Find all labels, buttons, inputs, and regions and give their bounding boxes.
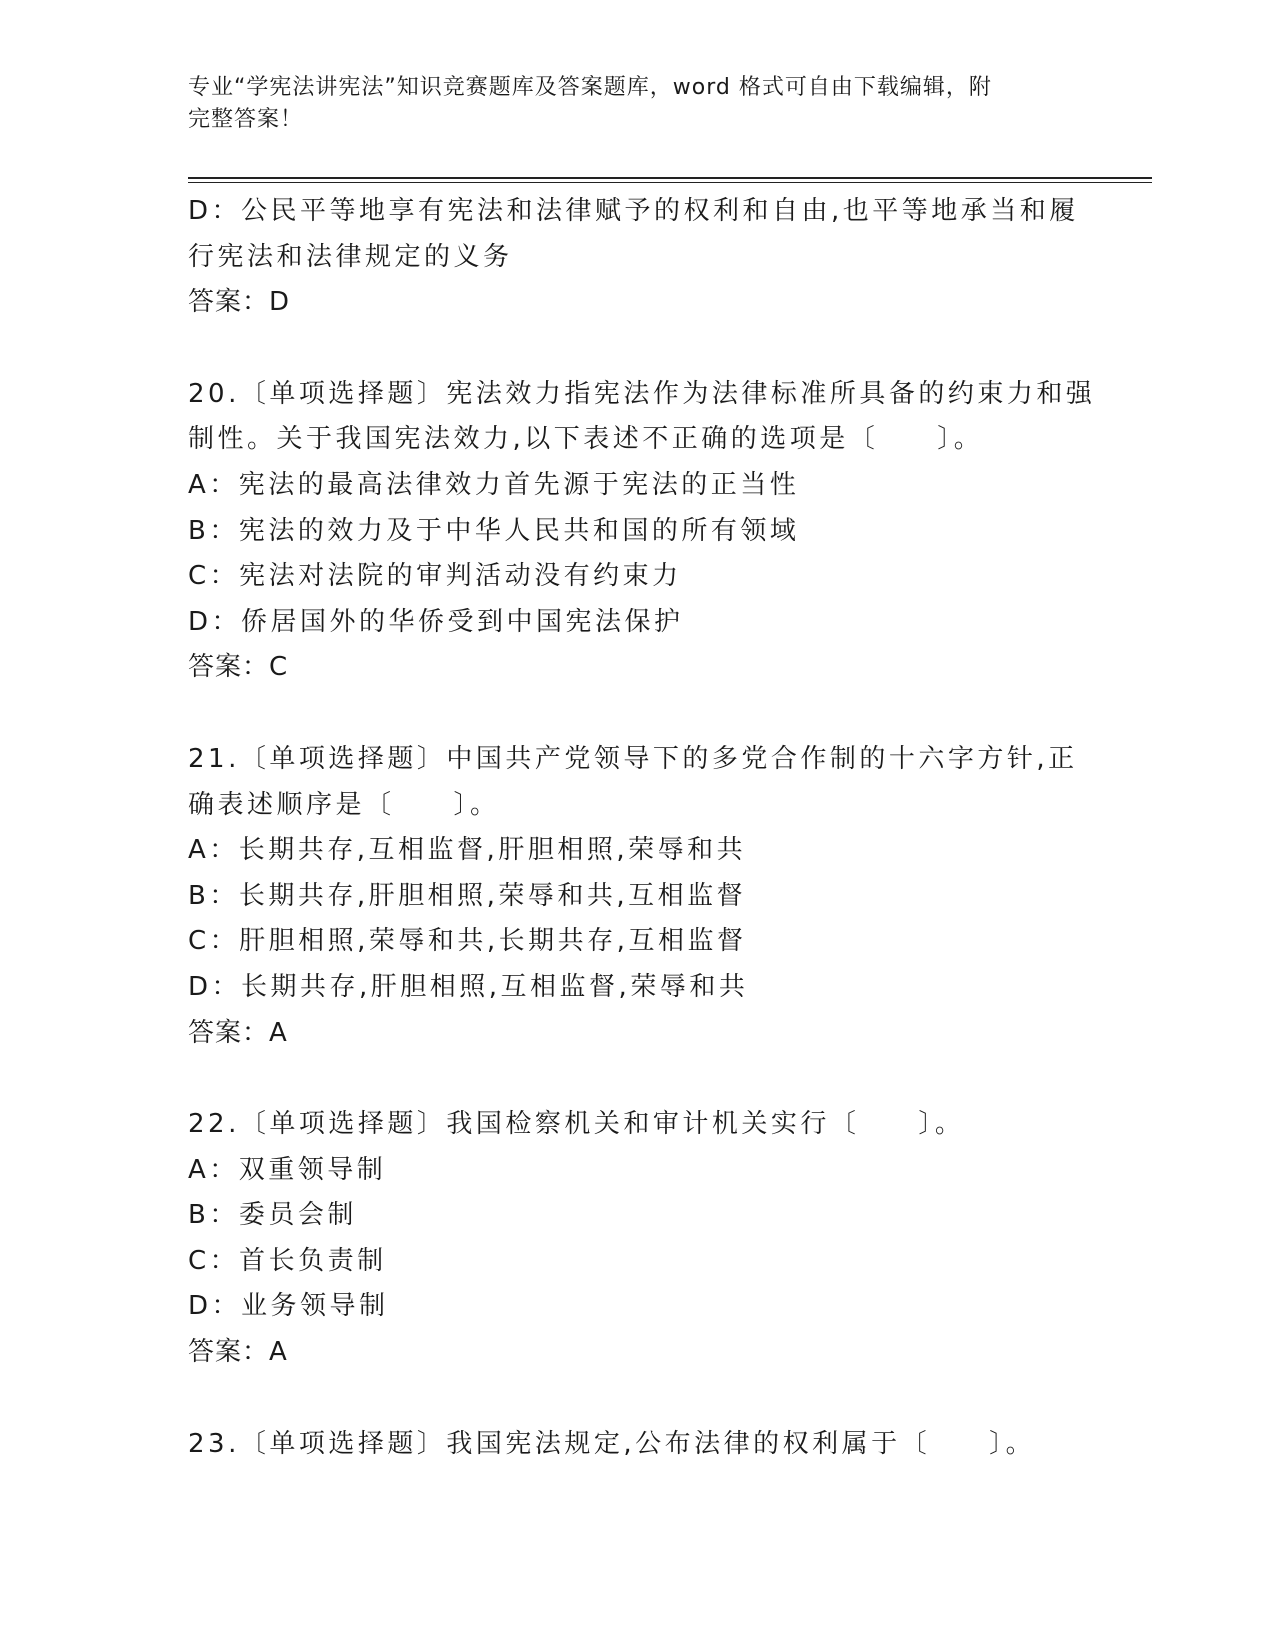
option-c: C：宪法对法院的审判活动没有约束力 xyxy=(188,561,682,592)
question-spacer xyxy=(188,691,1088,737)
option-b: B：委员会制 xyxy=(188,1200,357,1231)
document-header xyxy=(188,72,1088,136)
option-a: A：长期共存,互相监督,肝胆相照,荣辱和共 xyxy=(188,835,747,866)
question-stem-continued: 制性。关于我国宪法效力,以下表述不正确的选项是〔 〕。 xyxy=(188,424,984,455)
option-b: B：长期共存,肝胆相照,荣辱和共,互相监督 xyxy=(188,880,747,911)
document-body xyxy=(188,189,1096,1467)
option-d: D：侨居国外的华侨受到中国宪法保护 xyxy=(188,606,684,637)
option-c: C：首长负责制 xyxy=(188,1245,387,1276)
question-stem-continued: 确表述顺序是〔 〕。 xyxy=(188,789,500,820)
question-23 xyxy=(188,1422,1088,1468)
option-a: A：宪法的最高法律效力首先源于宪法的正当性 xyxy=(188,469,800,500)
answer-line: 答案：C xyxy=(188,652,289,683)
answer-line: 答案：A xyxy=(188,1017,288,1048)
question-stem: 22.〔单项选择题〕我国检察机关和审计机关实行〔 〕。 xyxy=(188,1109,965,1140)
question-spacer xyxy=(188,326,1088,372)
question-20 xyxy=(188,372,1096,691)
header-line-2: 完整答案！ xyxy=(188,107,304,132)
header-line-1: 专业“学宪法讲宪法”知识竞赛题库及答案题库，word 格式可自由下载编辑，附 xyxy=(188,75,992,100)
option-d: D：业务领导制 xyxy=(188,1291,389,1322)
option-b: B：宪法的效力及于中华人民共和国的所有领域 xyxy=(188,515,800,546)
question-spacer xyxy=(188,1056,1088,1102)
question-stem: 20.〔单项选择题〕宪法效力指宪法作为法律标准所具备的约束力和强 xyxy=(188,378,1096,409)
header-divider-thick xyxy=(188,177,1152,179)
answer-line: 答案：D xyxy=(188,287,291,318)
option-d: D：公民平等地享有宪法和法律赋予的权利和自由,也平等地承当和履 xyxy=(188,196,1079,226)
question-spacer xyxy=(188,1376,1088,1422)
option-a: A：双重领导制 xyxy=(188,1154,387,1185)
question-21 xyxy=(188,737,1088,1056)
question-stem: 23.〔单项选择题〕我国宪法规定,公布法律的权利属于〔 〕。 xyxy=(188,1428,1036,1459)
answer-line: 答案：A xyxy=(188,1337,288,1368)
option-d-continued: 行宪法和法律规定的义务 xyxy=(188,241,513,272)
carryover-question xyxy=(188,189,1088,326)
question-22 xyxy=(188,1102,1088,1376)
header-divider-thin xyxy=(188,182,1152,183)
question-stem: 21.〔单项选择题〕中国共产党领导下的多党合作制的十六字方针,正 xyxy=(188,743,1078,774)
option-c: C：肝胆相照,荣辱和共,长期共存,互相监督 xyxy=(188,926,747,957)
option-d: D：长期共存,肝胆相照,互相监督,荣辱和共 xyxy=(188,971,749,1002)
